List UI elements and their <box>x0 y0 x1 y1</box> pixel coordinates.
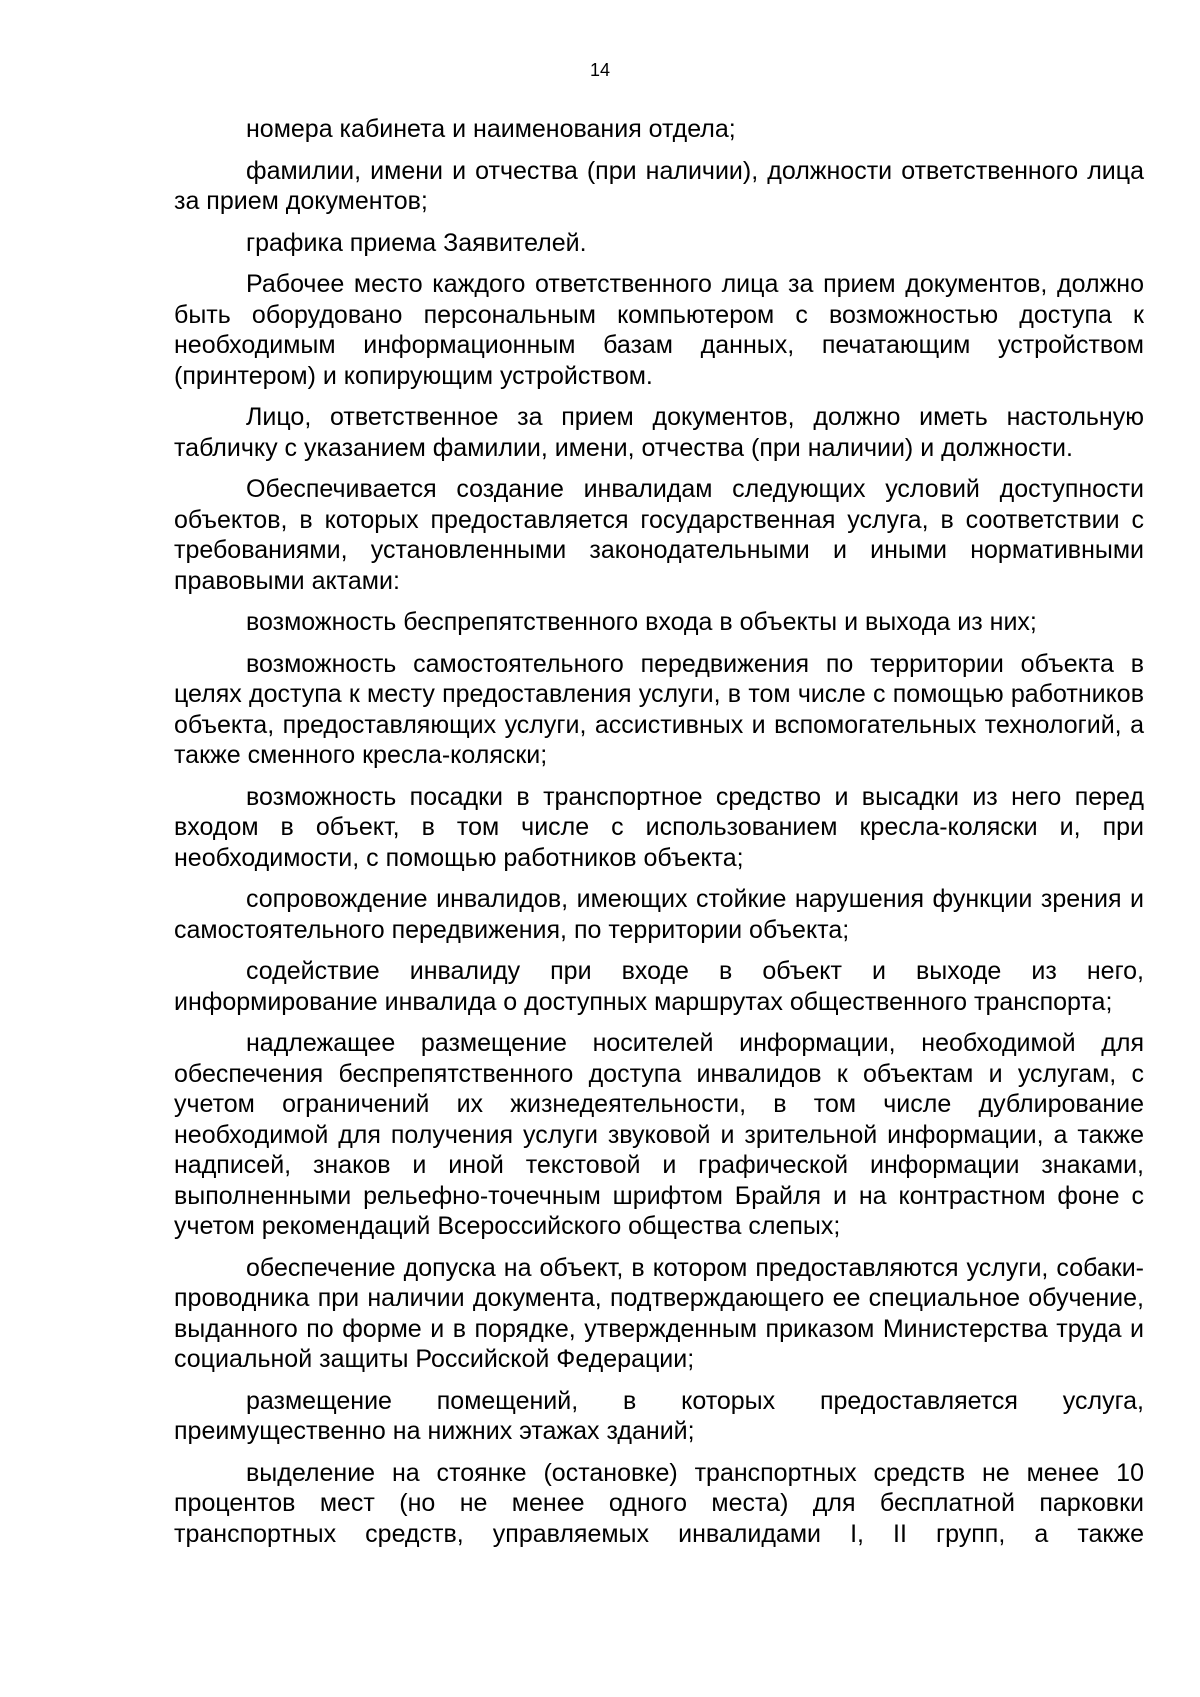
paragraph: Рабочее место каждого ответственного лица за прием документов, должно быть оборудовано персональным компьютером с возможностью доступа к необходимым информационным базам данных, печатающим устройством (принтером) и копирующим устройством. <box>174 270 1144 390</box>
page-number: 14 <box>589 60 611 80</box>
paragraph: содействие инвалиду при входе в объект и выходе из него, информирование инвалида о доступных маршрутах общественного транспорта; <box>174 957 1144 1016</box>
paragraph: надлежащее размещение носителей информации, необходимой для обеспечения беспрепятственного доступа инвалидов к объектам и услугам, с учетом ограничений их жизнедеятельности, в том числе дублирование необходимой для получения услуги звуковой и зрительной информации, а также надписей, знаков и иной текстовой и графической информации знаками, выполненными рельефно-точечным шрифтом Брайля и на контрастном фоне с учетом рекомендаций Всероссийского общества слепых; <box>174 1029 1144 1240</box>
paragraph: Обеспечивается создание инвалидам следующих условий доступности объектов, в которых предоставляется государственная услуга, в соответствии с требованиями, установленными законодательными и иными нормативными правовыми актами: <box>174 475 1144 595</box>
paragraph: возможность самостоятельного передвижения по территории объекта в целях доступа к месту предоставления услуги, в том числе с помощью работников объекта, предоставляющих услуги, ассистивных и вспомогательных технологий, а также сменного кресла-коляски; <box>174 649 1144 769</box>
paragraph: выделение на стоянке (остановке) транспортных средств не менее 10 процентов мест (но не менее одного места) для бесплатной парковки транспортных средств, управляемых инвалидами I, II групп, а также <box>174 1458 1144 1548</box>
paragraph: графика приема Заявителей. <box>246 228 587 257</box>
paragraph: номера кабинета и наименования отдела; <box>246 115 736 143</box>
paragraph: возможность беспрепятственного входа в объекты и выхода из них; <box>246 608 1037 636</box>
paragraph: возможность посадки в транспортное средство и высадки из него перед входом в объект, в том числе с использованием кресла-коляски и, при необходимости, с помощью работников объекта; <box>174 782 1144 872</box>
paragraph: размещение помещений, в которых предоставляется услуга, преимущественно на нижних этажах зданий; <box>174 1386 1144 1445</box>
paragraph: обеспечение допуска на объект, в котором предоставляются услуги, собаки-проводника при наличии документа, подтверждающего ее специальное обучение, выданного по форме и в порядке, утвержденным приказом Министерства труда и социальной защиты Российской Федерации; <box>174 1253 1144 1373</box>
paragraph: сопровождение инвалидов, имеющих стойкие нарушения функции зрения и самостоятельного передвижения, по территории объекта; <box>174 885 1144 944</box>
document-body <box>174 114 1144 1560</box>
paragraph: Лицо, ответственное за прием документов, должно иметь настольную табличку с указанием фамилии, имени, отчества (при наличии) и должности. <box>174 403 1144 462</box>
paragraph: фамилии, имени и отчества (при наличии), должности ответственного лица за прием документов; <box>174 156 1144 215</box>
